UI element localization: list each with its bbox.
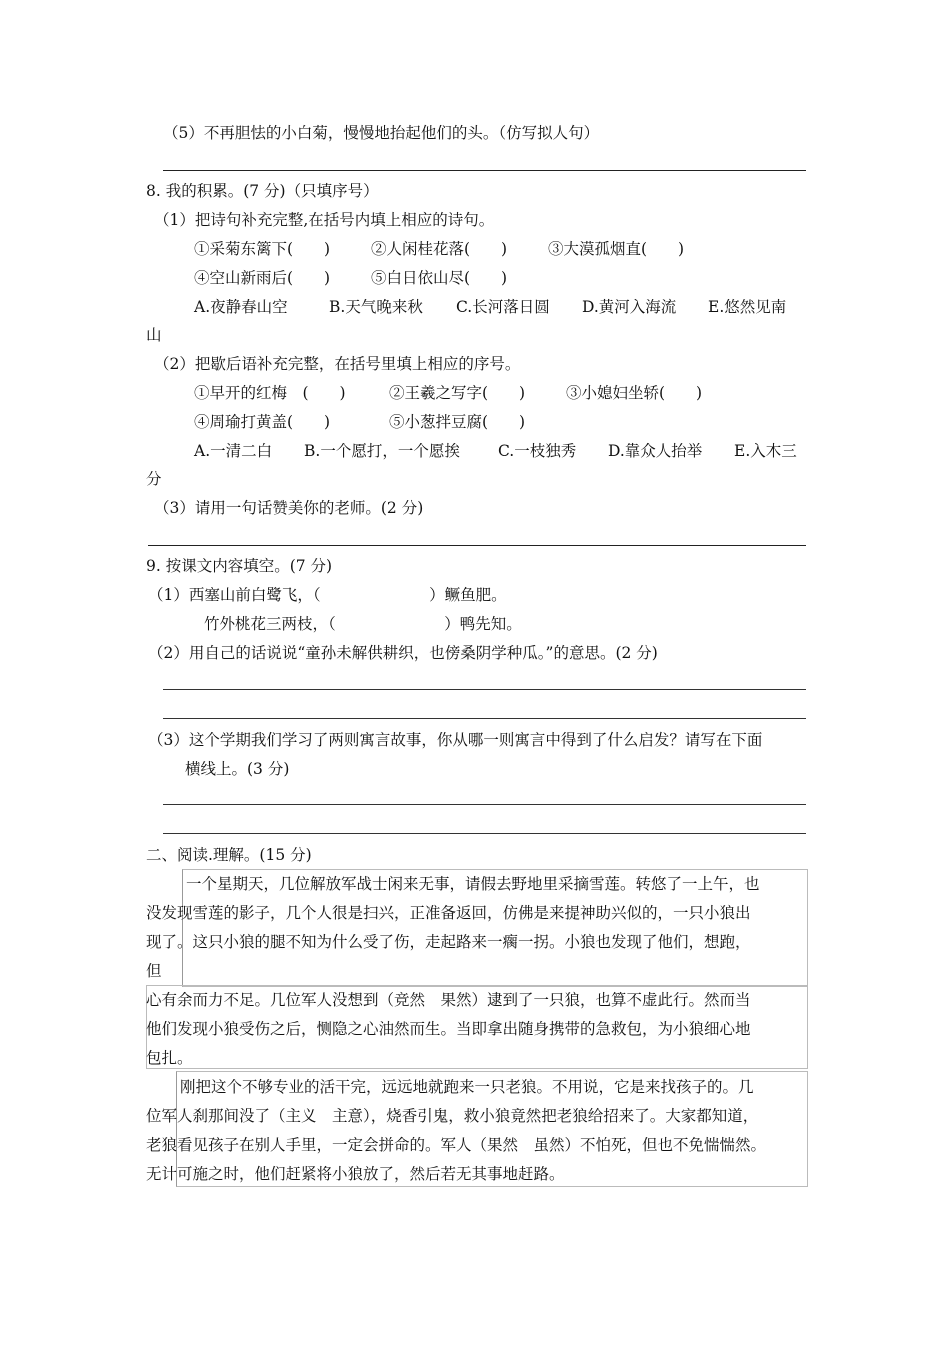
- answer-line-q9-2a[interactable]: [163, 689, 806, 690]
- q9-part3: （3）这个学期我们学习了两则寓言故事，你从哪一则寓言中得到了什么启发？请写在下面: [148, 731, 763, 749]
- q8-p2-option-d: D.靠众人抬举: [608, 442, 703, 460]
- answer-line-q9-2b[interactable]: [163, 718, 806, 719]
- passage-line[interactable]: 心有余而力不足。几位军人没想到（竞然 果然）逮到了一只狼，也算不虚此行。然而当: [146, 991, 751, 1009]
- q8-p1-blank-2[interactable]: ②人闲桂花落( ): [371, 240, 508, 258]
- q8-p2-blank-4[interactable]: ④周瑜打黄盖( ): [194, 413, 331, 431]
- q8-p1-option-e: E.悠然见南: [708, 298, 787, 316]
- q8-title: 8. 我的积累。(7 分)（只填序号）: [146, 182, 379, 200]
- passage-line[interactable]: 位军人刹那间没了（主义 主意），烧香引鬼，救小狼竟然把老狼给招来了。大家都知道，: [146, 1107, 759, 1125]
- q8-part2: （2）把歇后语补充完整，在括号里填上相应的序号。: [154, 355, 521, 373]
- q8-p1-option-a: A.夜静春山空: [194, 298, 288, 316]
- q8-part1: （1）把诗句补充完整,在括号内填上相应的诗句。: [154, 211, 495, 229]
- q7-item-5: （5）不再胆怯的小白菊，慢慢地抬起他们的头。（仿写拟人句）: [163, 124, 600, 142]
- q8-p2-option-b: B.一个愿打，一个愿挨: [304, 442, 460, 460]
- passage-line: 无计可施之时，他们赶紧将小狼放了，然后若无其事地赶路。: [146, 1165, 565, 1183]
- q8-p2-blank-3[interactable]: ③小媳妇坐轿( ): [566, 384, 703, 402]
- q8-p2-blank-5[interactable]: ⑤小葱拌豆腐( ): [389, 413, 526, 431]
- q9-title: 9. 按课文内容填空。(7 分): [146, 557, 333, 575]
- q8-p1-blank-3[interactable]: ③大漠孤烟直( ): [548, 240, 685, 258]
- passage-line: 但: [146, 962, 162, 980]
- q8-p2-option-e-tail: 分: [146, 470, 162, 488]
- answer-line-q9-3b[interactable]: [163, 833, 806, 834]
- q8-p1-option-d: D.黄河入海流: [582, 298, 677, 316]
- q8-part3: （3）请用一句话赞美你的老师。(2 分): [154, 499, 424, 517]
- q9-part2: （2）用自己的话说说“童孙未解供耕织，也傍桑阴学种瓜。”的意思。(2 分): [148, 644, 658, 662]
- answer-line-q8-3[interactable]: [148, 545, 806, 546]
- passage-line: 现了。这只小狼的腿不知为什么受了伤，走起路来一瘸一拐。小狼也发现了他们，想跑，: [146, 933, 751, 951]
- q8-p2-blank-1[interactable]: ①早开的红梅 ( ): [194, 384, 346, 402]
- q8-p1-blank-4[interactable]: ④空山新雨后( ): [194, 269, 331, 287]
- answer-line-q9-3a[interactable]: [163, 804, 806, 805]
- answer-line-q7-5[interactable]: [163, 170, 806, 171]
- q9-part3-cont: 横线上。(3 分): [185, 760, 290, 778]
- q8-p2-blank-2[interactable]: ②王羲之写字( ): [389, 384, 526, 402]
- passage-line: 没发现雪莲的影子，几个人很是扫兴，正准备返回，仿佛是来提神助兴似的，一只小狼出: [146, 904, 751, 922]
- q9-line-1[interactable]: （1）西塞山前白鹭飞，（ ）鳜鱼肥。: [148, 586, 507, 604]
- q8-p1-option-e-tail: 山: [146, 326, 162, 344]
- q8-p1-blank-5[interactable]: ⑤白日依山尽( ): [371, 269, 508, 287]
- q8-p1-option-c: C.长河落日圆: [456, 298, 550, 316]
- q8-p1-blank-1[interactable]: ①采菊东篱下( ): [194, 240, 331, 258]
- passage-line: 刚把这个不够专业的活干完，远远地就跑来一只老狼。不用说，它是来找孩子的。几: [180, 1078, 754, 1096]
- q8-p2-option-e: E.入木三: [734, 442, 797, 460]
- passage-line[interactable]: 老狼看见孩子在别人手里，一定会拼命的。军人（果然 虽然）不怕死，但也不免惴惴然。: [146, 1136, 767, 1154]
- q9-line-2[interactable]: 竹外桃花三两枝，（ ）鸭先知。: [204, 615, 522, 633]
- reading-title: 二、阅读.理解。(15 分): [146, 846, 312, 864]
- q8-p1-option-b: B.天气晚来秋: [329, 298, 423, 316]
- passage-line: 包扎。: [146, 1049, 193, 1067]
- q8-p2-option-c: C.一枝独秀: [498, 442, 577, 460]
- passage-line: 他们发现小狼受伤之后，恻隐之心油然而生。当即拿出随身携带的急救包，为小狼细心地: [146, 1020, 751, 1038]
- passage-line: 一个星期天，几位解放军战士闲来无事，请假去野地里采摘雪莲。转悠了一上午，也: [186, 875, 760, 893]
- q8-p2-option-a: A.一清二白: [194, 442, 273, 460]
